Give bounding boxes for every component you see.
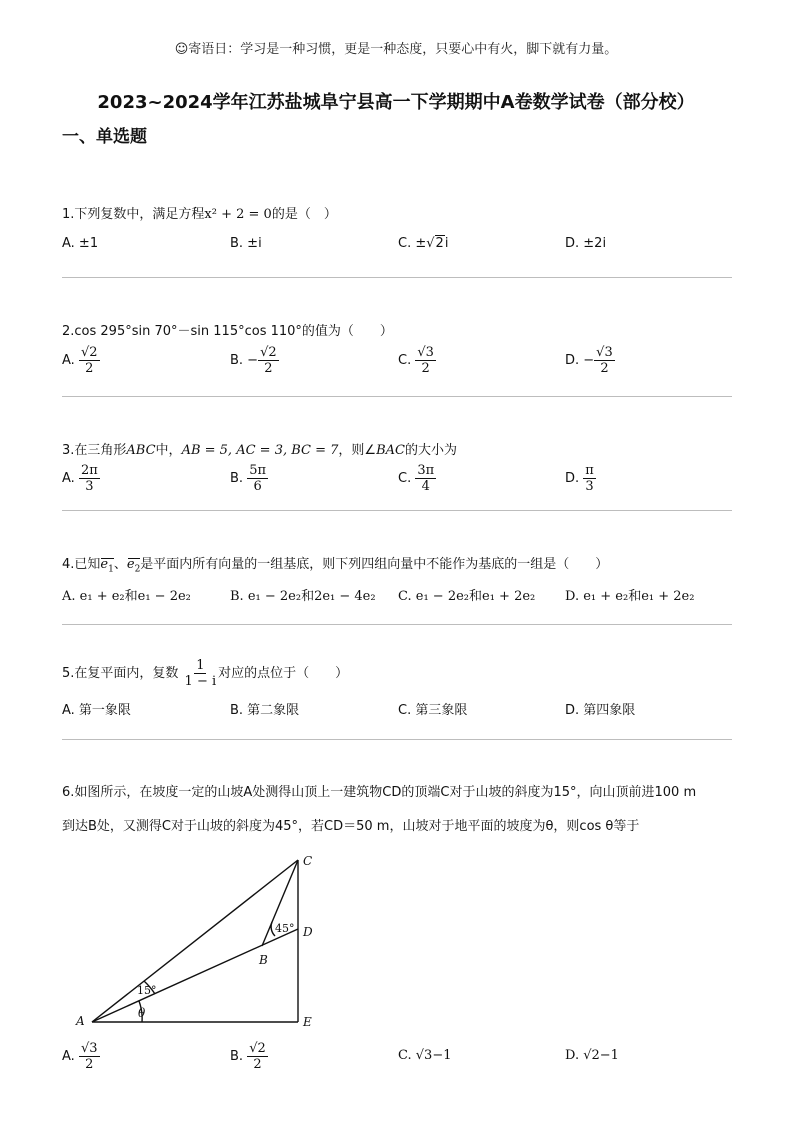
divider <box>62 277 732 278</box>
divider <box>62 510 732 511</box>
question-5-option-c[interactable]: C. 第三象限 <box>398 703 468 718</box>
question-3-option-a[interactable]: A. $\frac{2\pi}{3}$ <box>62 463 98 494</box>
slope-diagram <box>60 845 330 1035</box>
point-a-label: A <box>76 1014 85 1028</box>
slope-line-AD <box>92 929 298 1022</box>
question-1-option-b[interactable]: B. ±i <box>230 236 262 251</box>
point-e-label: E <box>303 1015 312 1029</box>
question-1-option-c[interactable]: C. ±√2i <box>398 236 449 251</box>
divider <box>62 624 732 625</box>
question-6-option-a[interactable]: A. $\frac{√3}{2}$ <box>62 1041 98 1072</box>
point-d-label: D <box>303 925 313 939</box>
question-5-fraction: $\frac{1}{1 - i}$ <box>184 658 217 689</box>
question-4-option-b[interactable]: B. e₁ − 2e₂和2e₁ − 4e₂ <box>230 589 376 604</box>
question-6-stem-line-1: 6.如图所示，在坡度一定的山坡A处测得山顶上一建筑物CD的顶端C对于山坡的斜度为15°，向山顶前进100 m <box>62 785 697 800</box>
line-AC <box>92 860 298 1022</box>
divider <box>62 396 732 397</box>
question-2-option-c[interactable]: C. $\frac{√3}{2}$ <box>398 345 434 376</box>
question-5-option-a[interactable]: A. 第一象限 <box>62 703 131 718</box>
question-4-option-d[interactable]: D. e₁ + e₂和e₁ + 2e₂ <box>565 589 695 604</box>
theta-label: θ <box>138 1006 146 1020</box>
point-b-label: B <box>259 953 268 967</box>
question-1-option-d[interactable]: D. ±2i <box>565 236 607 251</box>
question-2-option-d[interactable]: D. − $\frac{√3}{2}$ <box>565 345 613 376</box>
question-1-equation: x² + 2 = 0 <box>204 207 272 222</box>
question-3-option-d[interactable]: D. $\frac{\pi}{3}$ <box>565 463 594 494</box>
question-1-stem: 1.下列复数中，满足方程x² + 2 = 0的是（ ） <box>62 207 337 222</box>
question-2-stem: 2.cos 295°sin 70°－sin 115°cos 110°的值为（ ） <box>62 324 393 339</box>
angle-45-label: 45° <box>275 922 295 935</box>
question-5-stem: 5.在复平面内，复数 $\frac{1}{1 - i}$ 对应的点位于（ ） <box>62 658 349 689</box>
question-2-option-b[interactable]: B. − $\frac{√2}{2}$ <box>230 345 277 376</box>
question-4-option-c[interactable]: C. e₁ − 2e₂和e₁ + 2e₂ <box>398 589 536 604</box>
question-6-option-d[interactable]: D. √2−1 <box>565 1048 619 1063</box>
question-2-option-a[interactable]: A. $\frac{√2}{2}$ <box>62 345 98 376</box>
question-4-stem: 4.已知$e_1$、$e_2$是平面内所有向量的一组基底，则下列四组向量中不能作为基底的一组是（ ） <box>62 557 609 575</box>
point-c-label: C <box>303 854 313 868</box>
angle-15-label: 15° <box>137 984 157 997</box>
question-6-stem-line-2: 到达B处，又测得C对于山坡的斜度为45°，若CD＝50 m，山坡对于地平面的坡度为θ，则cos θ等于 <box>62 819 640 834</box>
question-5-option-d[interactable]: D. 第四象限 <box>565 703 636 718</box>
question-3-option-c[interactable]: C. $\frac{3\pi}{4}$ <box>398 463 435 494</box>
page-title: 2023~2024学年江苏盐城阜宁县高一下学期期中A卷数学试卷（部分校） <box>97 92 695 113</box>
motto-line: ☺寄语日：学习是一种习惯，更是一种态度，只要心中有火，脚下就有力量。 <box>174 42 618 57</box>
question-3-option-b[interactable]: B. $\frac{5\pi}{6}$ <box>230 463 267 494</box>
question-6-option-b[interactable]: B. $\frac{√2}{2}$ <box>230 1041 266 1072</box>
question-1-option-a[interactable]: A. ±1 <box>62 236 99 251</box>
question-5-option-b[interactable]: B. 第二象限 <box>230 703 300 718</box>
question-6-option-c[interactable]: C. √3−1 <box>398 1048 452 1063</box>
question-3-stem: 3.在三角形ABC中，AB = 5, AC = 3, BC = 7，则∠BAC的大小为 <box>62 443 457 458</box>
divider <box>62 739 732 740</box>
section-heading: 一、单选题 <box>62 127 147 147</box>
question-4-option-a[interactable]: A. e₁ + e₂和e₁ − 2e₂ <box>62 589 191 604</box>
